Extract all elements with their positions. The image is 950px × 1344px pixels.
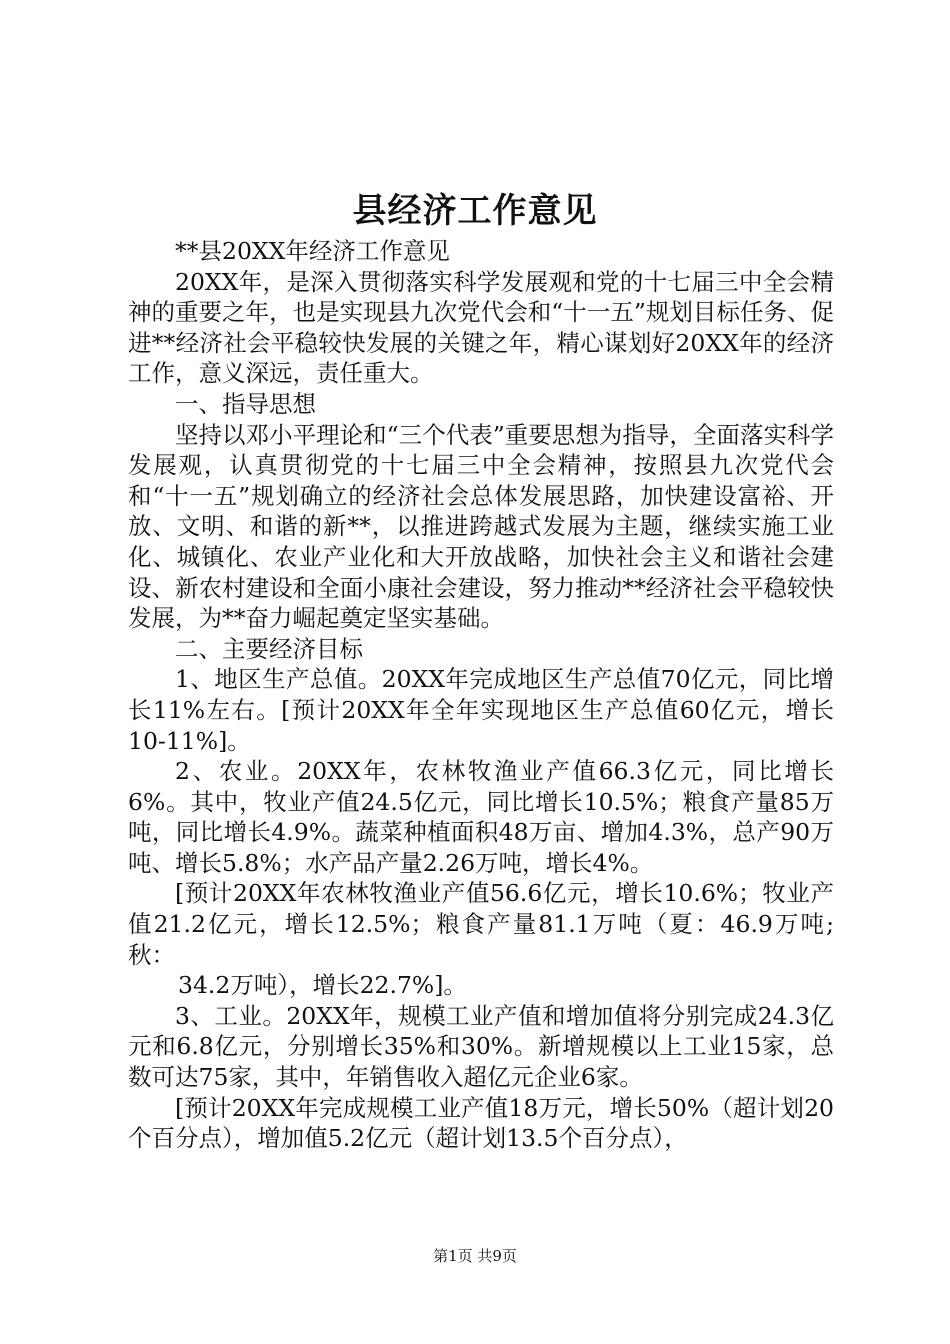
section-heading-guiding-ideology: 一、指导思想 xyxy=(175,389,316,418)
paragraph-gdp: 1、地区生产总值。20XX年完成地区生产总值70亿元，同比增长11%左右。[预计20XX年全年实现地区生产总值60亿元，增长10-11%]。 xyxy=(128,665,834,755)
document-body xyxy=(128,236,834,1154)
document-title: 县经济工作意见 xyxy=(352,191,598,231)
paragraph-doc-heading: **县20XX年经济工作意见 xyxy=(175,237,450,265)
paragraph-guiding-ideology: 坚持以邓小平理论和“三个代表”重要思想为指导，全面落实科学发展观，认真贯彻党的十七届三中全会精神，按照县九次党代会和“十一五”规划确立的经济社会总体发展思路，加快建设富裕、开放、文明、和谐的新**，以推进跨越式发展为主题，继续实施工业化、城镇化、农业产业化和大开放战略，加快社会主义和谐社会建设、新农村建设和全面小康社会建设，努力推动**经济社会平稳较快发展，为**奋力崛起奠定坚实基础。 xyxy=(128,420,834,633)
paragraph-agriculture-forecast: [预计20XX年农林牧渔业产值56.6亿元，增长10.6%；牧业产值21.2亿元，增长12.5%；粮食产量81.1万吨（夏：46.9万吨;秋： xyxy=(128,879,834,969)
paragraph-industry: 3、工业。20XX年，规模工业产值和增加值将分别完成24.3亿元和6.8亿元，分别增长35%和30%。新增规模以上工业15家，总数可达75家，其中，年销售收入超亿元企业6家。 xyxy=(128,1001,834,1092)
paragraph-industry-forecast: [预计20XX年完成规模工业产值18万元，增长50%（超计划20个百分点），增加值5.2亿元（超计划13.5个百分点）， xyxy=(128,1093,834,1153)
paragraph-agriculture: 2、农业。20XX年，农林牧渔业产值66.3亿元，同比增长6%。其中，牧业产值24.5亿元，同比增长10.5%；粮食产量85万吨，同比增长4.9%。蔬菜种植面积48万亩、增加4.3%，总产90万吨、增长5.8%；水产品产量2.26万吨，增长4%。 xyxy=(128,757,834,877)
paragraph-intro: 20XX年，是深入贯彻落实科学发展观和党的十七届三中全会精神的重要之年，也是实现县九次党代会和“十一五”规划目标任务、促进**经济社会平稳较快发展的关键之年，精心谋划好20XX年的经济工作，意义深远，责任重大。 xyxy=(128,267,834,388)
paragraph-agriculture-forecast-cont: 34.2万吨），增长22.7%]。 xyxy=(178,971,467,1000)
section-heading-economic-targets: 二、主要经济目标 xyxy=(175,634,363,663)
page-footer: 第1页 共9页 xyxy=(433,1247,517,1265)
